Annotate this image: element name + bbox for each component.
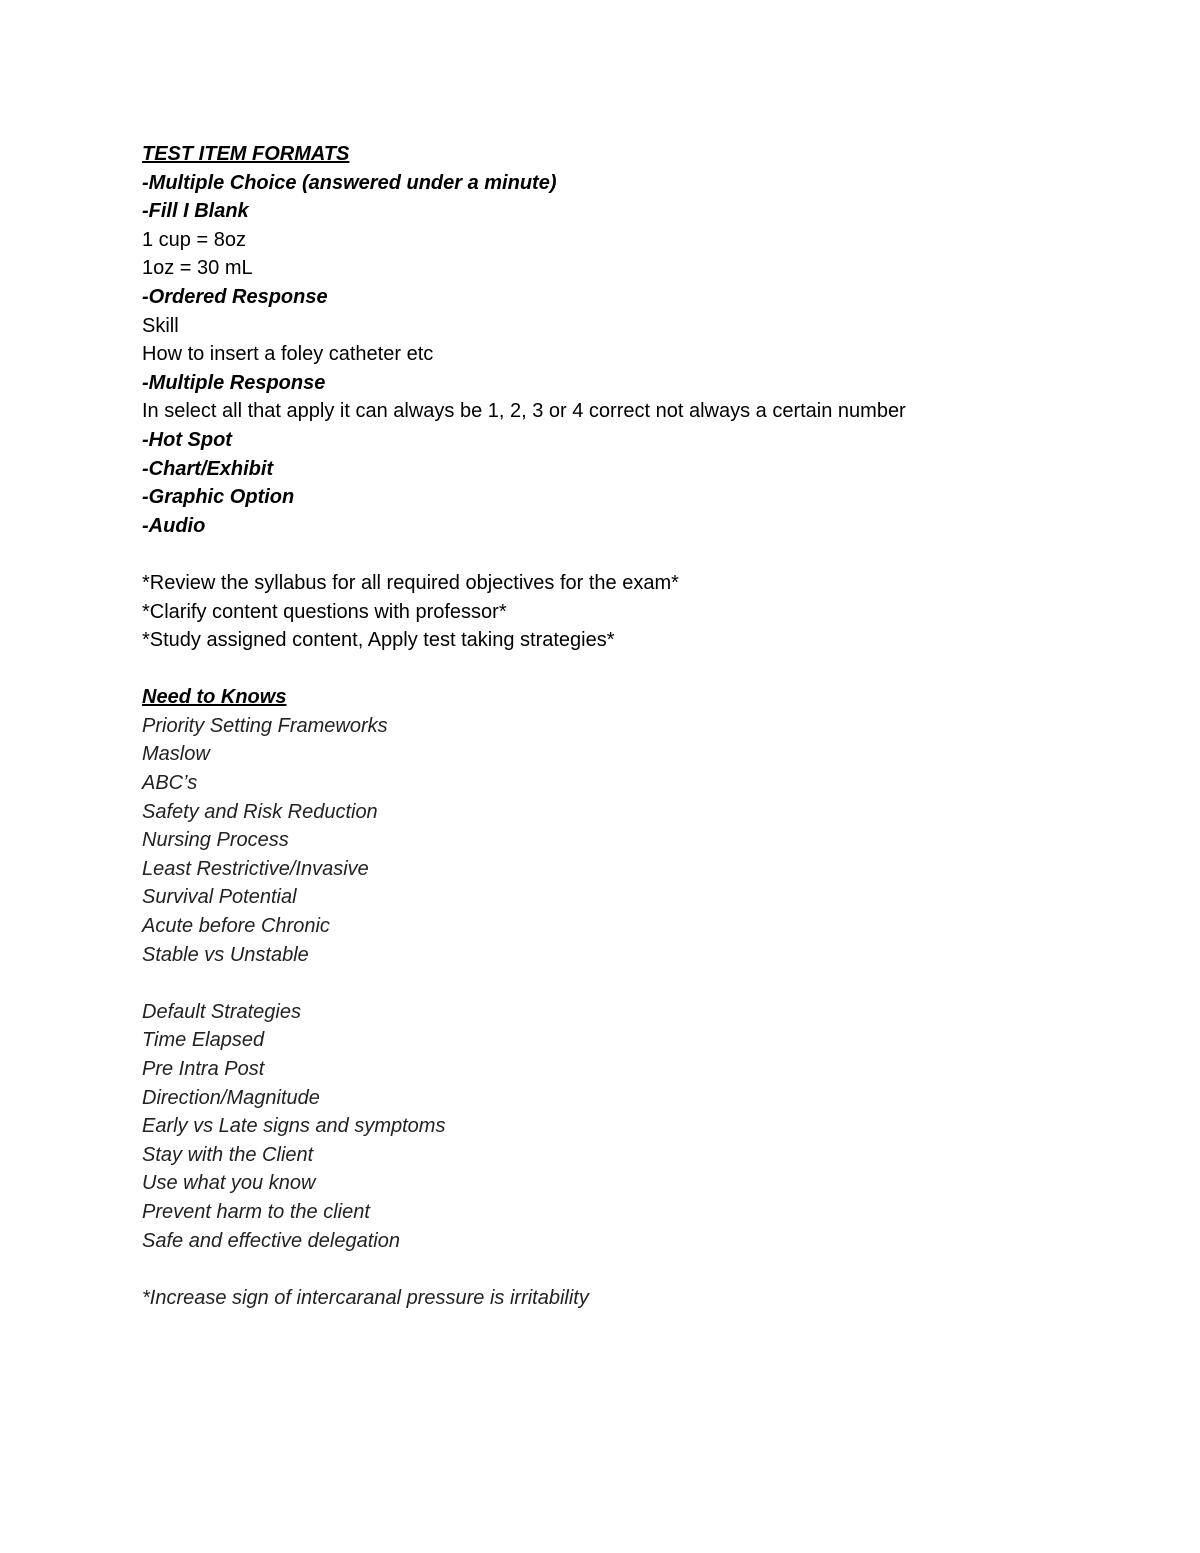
default-strategy-item: Prevent harm to the client — [142, 1200, 370, 1223]
format-ordered-response: -Ordered Response — [142, 285, 328, 308]
default-strategy-item: Direction/Magnitude — [142, 1086, 320, 1109]
format-hot-spot: -Hot Spot — [142, 428, 232, 451]
default-strategy-item: Early vs Late signs and symptoms — [142, 1115, 446, 1138]
need-to-know-item: Priority Setting Frameworks — [142, 714, 388, 737]
need-to-know-item: Stable vs Unstable — [142, 943, 309, 966]
default-strategy-item: Time Elapsed — [142, 1029, 265, 1052]
format-audio: -Audio — [142, 514, 206, 537]
reminder-line: *Review the syllabus for all required objectives for the exam* — [142, 571, 679, 594]
default-strategy-item: Use what you know — [142, 1172, 316, 1195]
reminder-line: *Study assigned content, Apply test taking strategies* — [142, 629, 615, 652]
fill-blank-note: 1 cup = 8oz — [142, 228, 246, 251]
spacer — [142, 540, 1142, 569]
default-strategy-item: Safe and effective delegation — [142, 1229, 400, 1252]
need-to-know-item: Least Restrictive/Invasive — [142, 857, 369, 880]
format-chart-exhibit: -Chart/Exhibit — [142, 457, 274, 480]
default-strategy-item: Stay with the Client — [142, 1143, 314, 1166]
default-strategies-heading: Default Strategies — [142, 1000, 301, 1023]
need-to-know-item: Acute before Chronic — [142, 915, 330, 938]
fill-blank-note: 1oz = 30 mL — [142, 257, 253, 280]
format-multiple-response: -Multiple Response — [142, 371, 326, 394]
final-note: *Increase sign of intercaranal pressure is irritability — [142, 1286, 589, 1309]
format-fill-blank: -Fill I Blank — [142, 200, 249, 223]
need-to-know-item: Maslow — [142, 743, 210, 766]
need-to-know-item: Nursing Process — [142, 829, 289, 852]
ordered-response-note: Skill — [142, 314, 179, 337]
multiple-response-note: In select all that apply it can always be 1, 2, 3 or 4 correct not always a certain number — [142, 400, 906, 423]
need-to-know-item: ABC’s — [142, 772, 198, 795]
reminder-line: *Clarify content questions with professor* — [142, 600, 507, 623]
document-page — [142, 140, 1142, 1312]
need-to-knows-heading: Need to Knows — [142, 686, 287, 709]
spacer — [142, 969, 1142, 998]
need-to-know-item: Survival Potential — [142, 886, 297, 909]
format-graphic-option: -Graphic Option — [142, 486, 295, 509]
need-to-know-item: Safety and Risk Reduction — [142, 800, 378, 823]
spacer — [142, 1255, 1142, 1284]
spacer — [142, 655, 1142, 684]
default-strategy-item: Pre Intra Post — [142, 1058, 265, 1080]
test-formats-heading: TEST ITEM FORMATS — [142, 143, 350, 165]
ordered-response-note: How to insert a foley catheter etc — [142, 343, 434, 366]
format-multiple-choice: -Multiple Choice (answered under a minute) — [142, 171, 557, 194]
